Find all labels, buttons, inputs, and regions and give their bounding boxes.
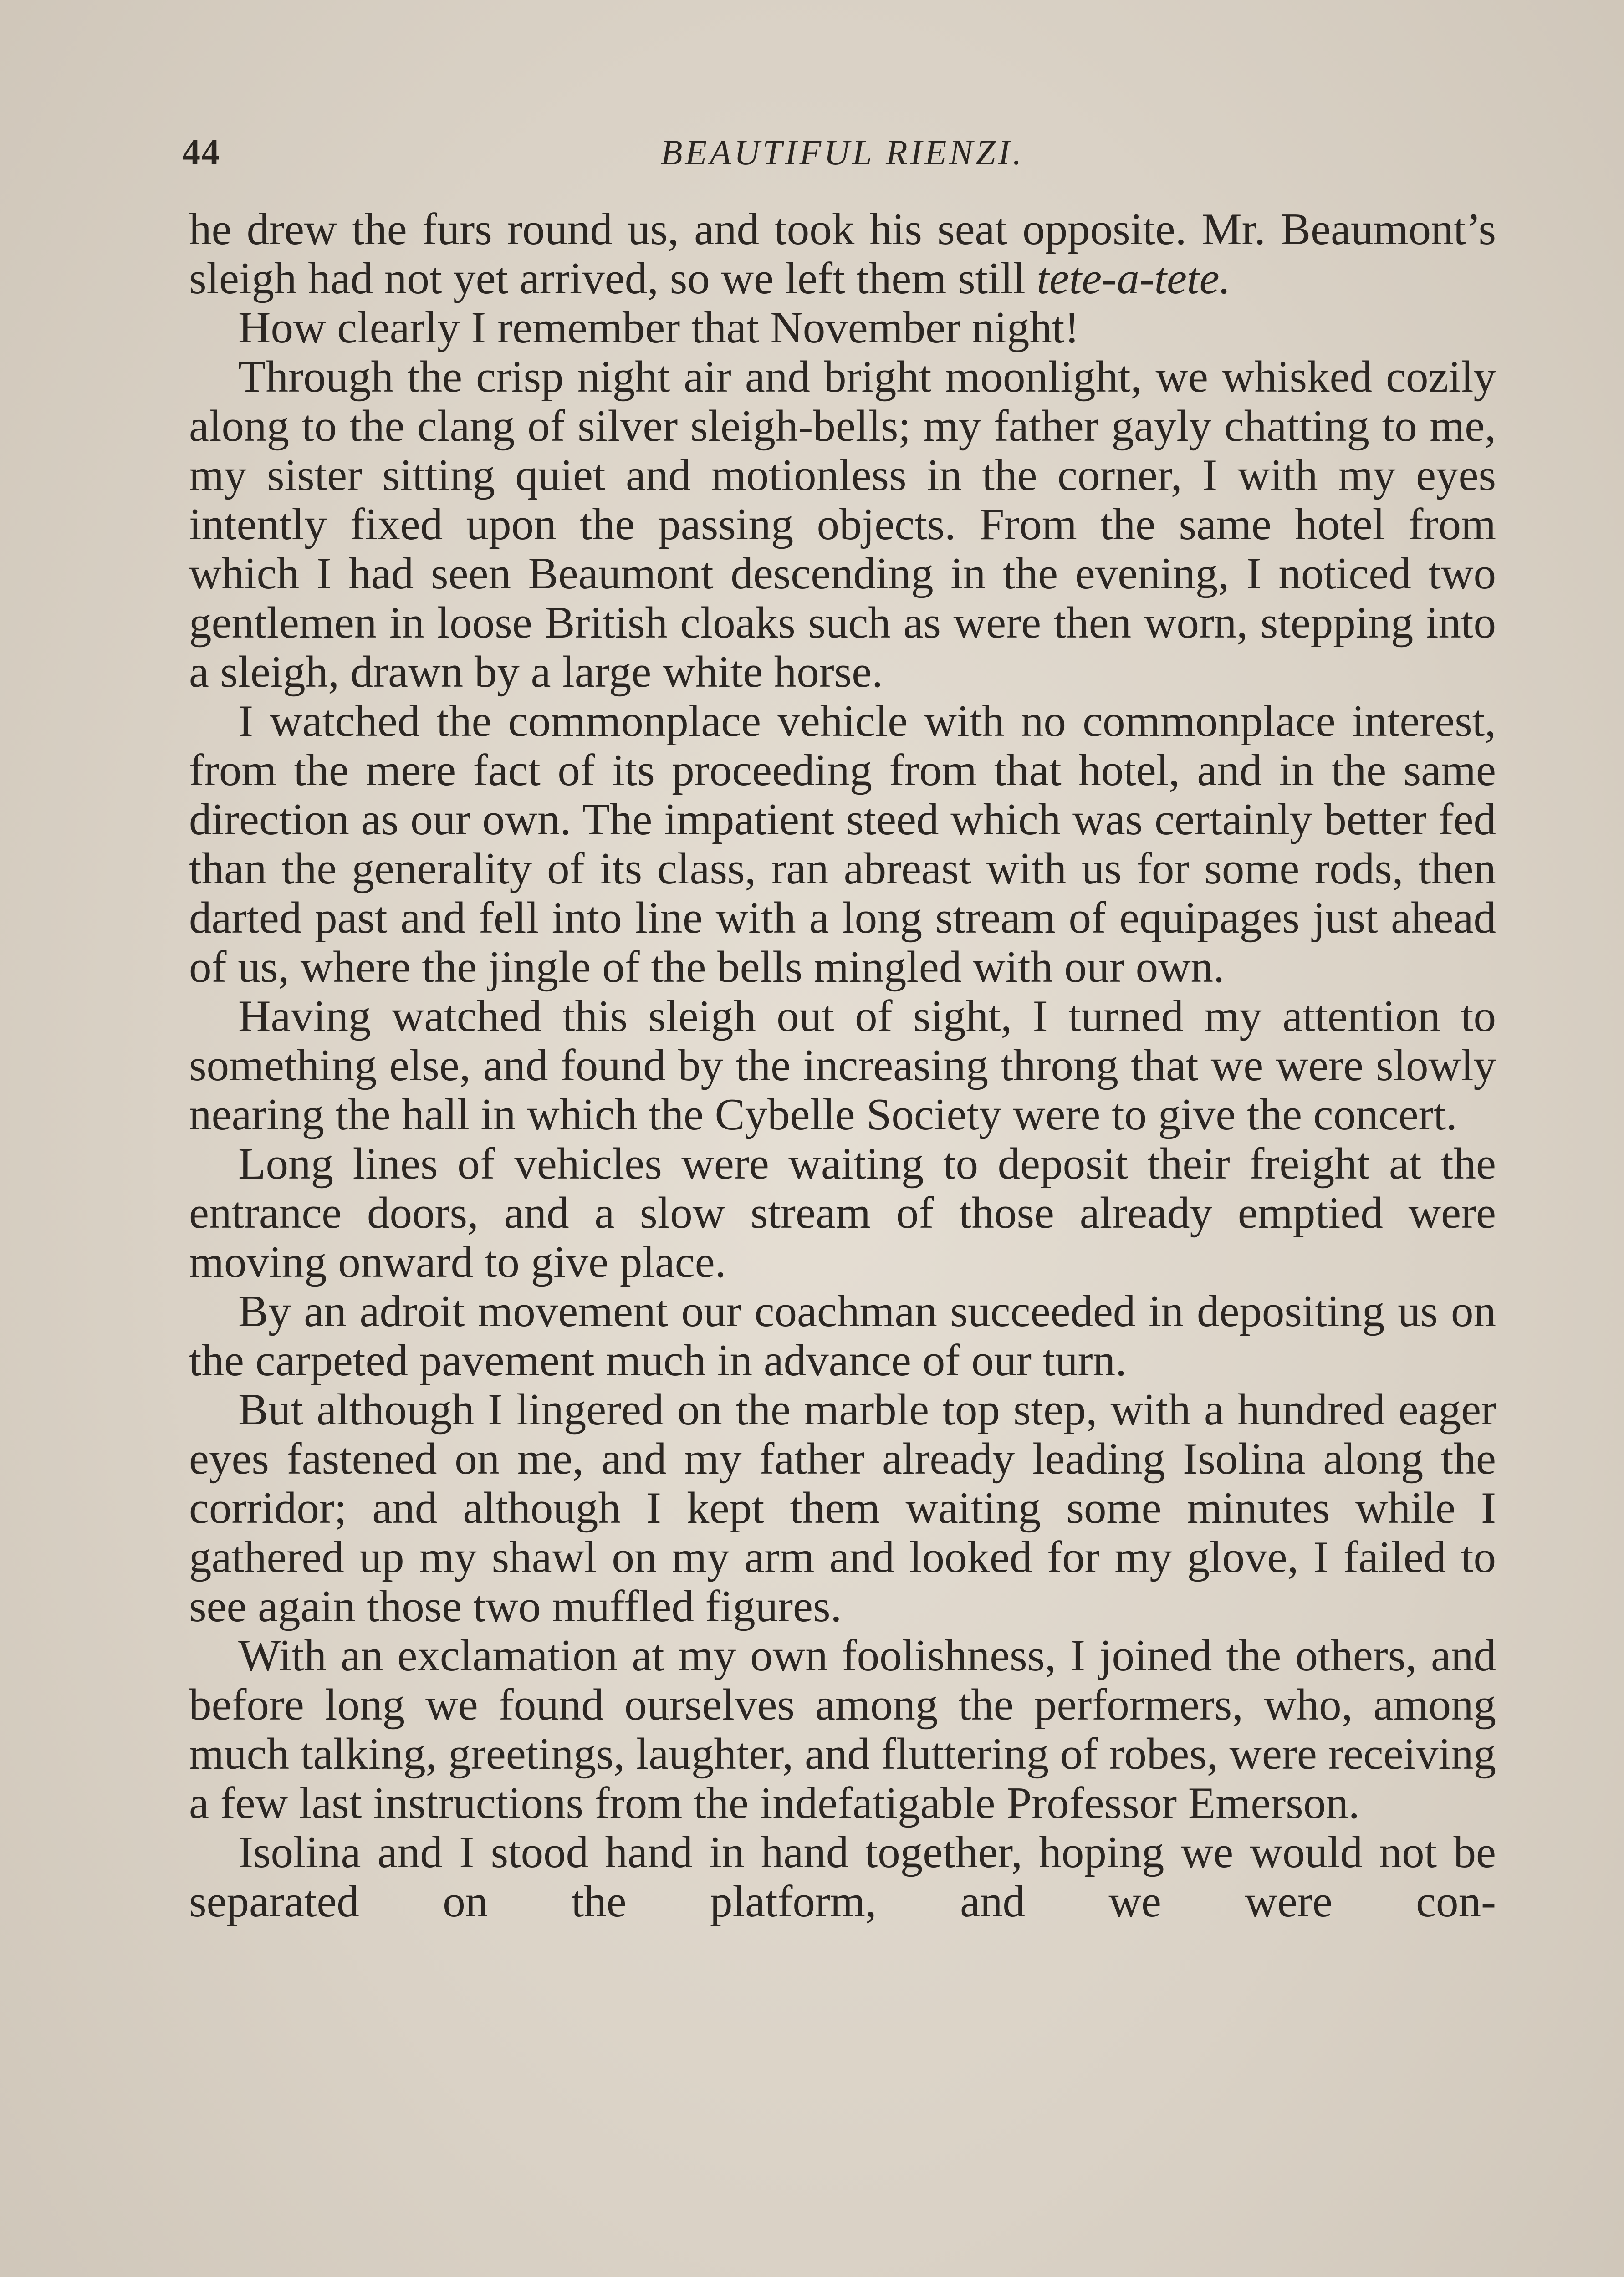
body-text [189, 205, 1496, 1926]
running-title: BEAUTIFUL RIENZI. [660, 133, 1025, 172]
paragraph: Long lines of vehicles were waiting to deposit their freight at the entrance doors, and a slow stream of those already emptied were moving onward to give place. [189, 1139, 1496, 1287]
paragraph: Having watched this sleigh out of sight, I turned my attention to something else, and found by the increasing throng that we were slowly nearing the hall in which the Cybelle Society were to give the concert. [189, 991, 1496, 1139]
paragraph: Through the crisp night air and bright moonlight, we whisked cozily along to the clang of silver sleigh-bells; my father gayly chatting to me, my sister sitting quiet and motionless in the corner, I with my eyes intently fixed upon the passing objects. From the same hotel from which I had seen Beaumont descending in the evening, I noticed two gentlemen in loose British cloaks such as were then worn, stepping into a sleigh, drawn by a large white horse. [189, 352, 1496, 697]
page-header [182, 132, 1503, 182]
paragraph: Isolina and I stood hand in hand together, hoping we would not be separated on the platform, and we were con- [189, 1828, 1496, 1926]
paragraph: But although I lingered on the marble top step, with a hundred eager eyes fastened on me, and my father already leading Isolina along the corridor; and although I kept them waiting some minutes while I gathered up my shawl on my arm and looked for my glove, I failed to see again those two muffled figures. [189, 1385, 1496, 1631]
paragraph: How clearly I remember that November night! [238, 303, 1080, 352]
page-number: 44 [182, 133, 220, 173]
italic-phrase: tete-a-tete. [1037, 254, 1231, 303]
paragraph-text: he drew the furs round us, and took his seat opposite. Mr. Beaumont’s sleigh had not yet arrived, so we left them still [189, 204, 1496, 303]
paragraph [189, 205, 1496, 303]
paragraph: I watched the commonplace vehicle with no commonplace interest, from the mere fact of its proceeding from that hotel, and in the same direction as our own. The impatient steed which was certainly better fed than the generality of its class, ran abreast with us for some rods, then darted past and fell into line with a long stream of equipages just ahead of us, where the jingle of the bells mingled with our own. [189, 696, 1496, 992]
paragraph: By an adroit movement our coachman succeeded in depositing us on the carpeted pavement much in advance of our turn. [189, 1287, 1496, 1385]
paragraph: With an exclamation at my own foolishness, I joined the others, and before long we found ourselves among the performers, who, among much talking, greetings, laughter, and fluttering of robes, were receiving a few last instructions from the indefatigable Professor Emerson. [189, 1631, 1496, 1828]
